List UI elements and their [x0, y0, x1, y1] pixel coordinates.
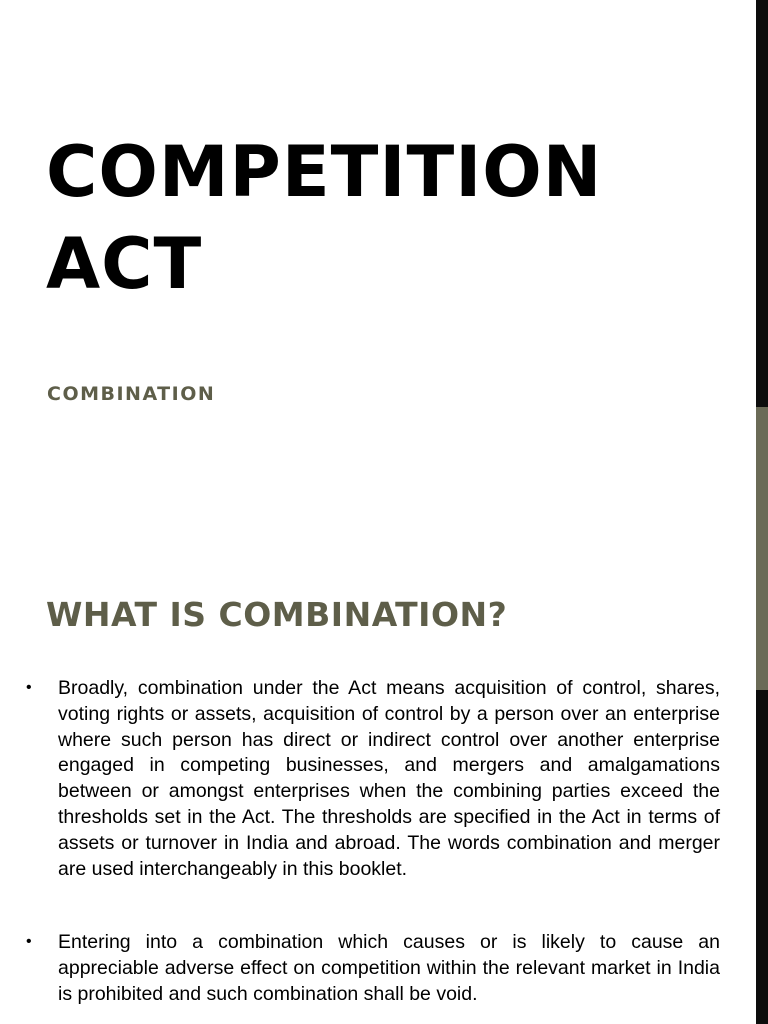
section-heading: WHAT IS COMBINATION? — [46, 595, 508, 634]
bullet-marker: • — [26, 933, 32, 951]
bullet-item — [26, 676, 720, 882]
slide-subtitle: COMBINATION — [47, 383, 216, 405]
slide-edge-bar-top — [756, 0, 768, 407]
slide-title — [46, 126, 746, 310]
bullet-item — [26, 930, 720, 1007]
bullet-text: Broadly, combination under the Act means acquisition of control, shares, voting rights or assets, acquisition of control by a person over an enterprise where such person has direct or indirect control over another enterprise engaged in competing businesses, and mergers and amalgamations between or amongst enterprises when the combining parties exceed the thresholds set in the Act. The thresholds are specified in the Act in terms of assets or turnover in India and abroad. The words combination and merger are used interchangeably in this booklet. — [58, 677, 720, 880]
slide-title-line-2: ACT — [46, 223, 203, 305]
bullet-list — [26, 676, 720, 1008]
slide-edge-bar-accent — [756, 407, 768, 690]
bullet-marker: • — [26, 679, 32, 696]
bullet-text: Entering into a combination which causes or is likely to cause an appreciable adverse effect on competition within the relevant market in India is prohibited and such combination shall be void. — [58, 931, 720, 1005]
slide-edge-bar-bottom — [756, 690, 768, 1024]
slide-title-line-1: COMPETITION — [46, 131, 603, 213]
